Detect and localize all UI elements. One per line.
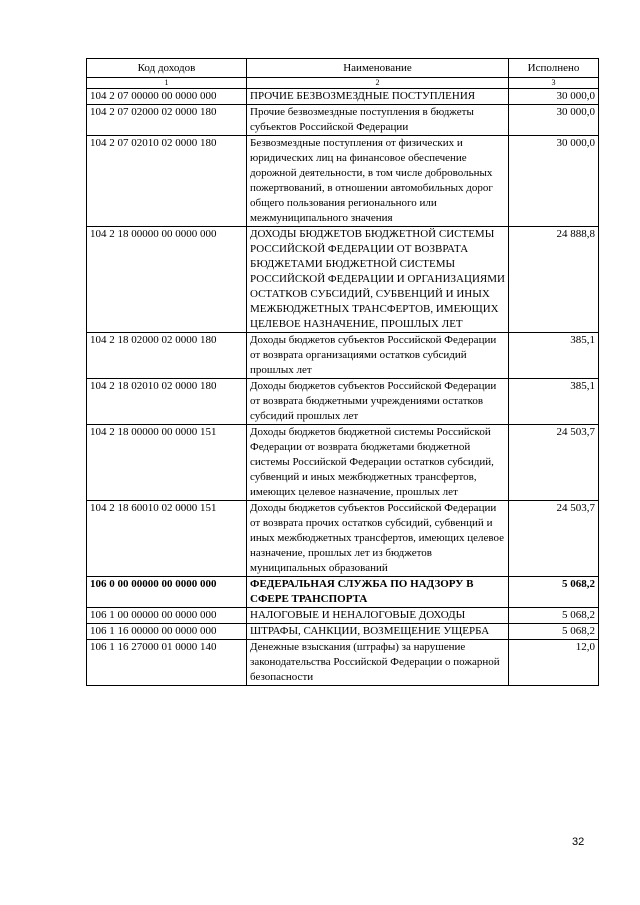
page-number: 32	[572, 836, 585, 848]
row-name: Безвозмездные поступления от физических и юридических лиц на финансовое обеспечение дорожной деятельности, в том числе добровольных пожертвований, в отношении автомобильных дорог общего пользования регионального или межмуниципального значения	[247, 136, 509, 227]
row-amount: 5 068,2	[509, 608, 599, 624]
row-name: НАЛОГОВЫЕ И НЕНАЛОГОВЫЕ ДОХОДЫ	[247, 608, 509, 624]
header-name: Наименование	[247, 59, 509, 78]
row-amount: 12,0	[509, 640, 599, 686]
table-row	[87, 501, 599, 577]
row-code: 106 0 00 00000 00 0000 000	[87, 577, 247, 608]
row-name: Доходы бюджетов субъектов Российской Федерации от возврата прочих остатков субсидий, субвенций и иных межбюджетных трансфертов, имеющих целевое назначение, прошлых лет из бюджетов муниципальных образований	[247, 501, 509, 577]
row-amount: 30 000,0	[509, 105, 599, 136]
row-name: ДОХОДЫ БЮДЖЕТОВ БЮДЖЕТНОЙ СИСТЕМЫ РОССИЙСКОЙ ФЕДЕРАЦИИ ОТ ВОЗВРАТА БЮДЖЕТАМИ БЮДЖЕТНОЙ СИСТЕМЫ РОССИЙСКОЙ ФЕДЕРАЦИИ И ОРГАНИЗАЦИЯМИ ОСТАТКОВ СУБСИДИЙ, СУБВЕНЦИЙ И ИНЫХ МЕЖБЮДЖЕТНЫХ ТРАНСФЕРТОВ, ИМЕЮЩИХ ЦЕЛЕВОЕ НАЗНАЧЕНИЕ, ПРОШЛЫХ ЛЕТ	[247, 227, 509, 333]
table-row	[87, 608, 599, 624]
table-row	[87, 624, 599, 640]
row-name: ФЕДЕРАЛЬНАЯ СЛУЖБА ПО НАДЗОРУ В СФЕРЕ ТРАНСПОРТА	[247, 577, 509, 608]
column-number-row	[87, 78, 599, 89]
table-row	[87, 136, 599, 227]
revenue-table	[86, 58, 599, 686]
column-number-3: 3	[509, 78, 599, 89]
row-amount: 385,1	[509, 379, 599, 425]
row-code: 104 2 07 02010 02 0000 180	[87, 136, 247, 227]
table-row	[87, 425, 599, 501]
row-name: Прочие безвозмездные поступления в бюджеты субъектов Российской Федерации	[247, 105, 509, 136]
table-row	[87, 227, 599, 333]
column-number-1: 1	[87, 78, 247, 89]
table-row	[87, 105, 599, 136]
row-code: 106 1 00 00000 00 0000 000	[87, 608, 247, 624]
header-code: Код доходов	[87, 59, 247, 78]
row-amount: 24 503,7	[509, 501, 599, 577]
row-amount: 30 000,0	[509, 89, 599, 105]
row-code: 104 2 18 00000 00 0000 151	[87, 425, 247, 501]
row-amount: 5 068,2	[509, 577, 599, 608]
table-body	[87, 89, 599, 686]
row-name: ПРОЧИЕ БЕЗВОЗМЕЗДНЫЕ ПОСТУПЛЕНИЯ	[247, 89, 509, 105]
row-amount: 30 000,0	[509, 136, 599, 227]
table-row	[87, 379, 599, 425]
row-code: 104 2 18 00000 00 0000 000	[87, 227, 247, 333]
row-name: Денежные взыскания (штрафы) за нарушение законодательства Российской Федерации о пожарной безопасности	[247, 640, 509, 686]
row-code: 104 2 07 00000 00 0000 000	[87, 89, 247, 105]
table-row	[87, 333, 599, 379]
table-row	[87, 640, 599, 686]
header-amount: Исполнено	[509, 59, 599, 78]
row-code: 104 2 07 02000 02 0000 180	[87, 105, 247, 136]
table-row	[87, 89, 599, 105]
row-name: ШТРАФЫ, САНКЦИИ, ВОЗМЕЩЕНИЕ УЩЕРБА	[247, 624, 509, 640]
table-row	[87, 577, 599, 608]
row-code: 104 2 18 02000 02 0000 180	[87, 333, 247, 379]
header-row	[87, 59, 599, 78]
row-code: 106 1 16 27000 01 0000 140	[87, 640, 247, 686]
column-number-2: 2	[247, 78, 509, 89]
row-name: Доходы бюджетов бюджетной системы Российской Федерации от возврата бюджетами бюджетной системы Российской Федерации остатков субсидий, субвенций и иных межбюджетных трансфертов, имеющих целевое назначение, прошлых лет	[247, 425, 509, 501]
row-amount: 5 068,2	[509, 624, 599, 640]
row-code: 106 1 16 00000 00 0000 000	[87, 624, 247, 640]
row-amount: 24 888,8	[509, 227, 599, 333]
row-code: 104 2 18 02010 02 0000 180	[87, 379, 247, 425]
row-name: Доходы бюджетов субъектов Российской Федерации от возврата бюджетными учреждениями остатков субсидий прошлых лет	[247, 379, 509, 425]
row-code: 104 2 18 60010 02 0000 151	[87, 501, 247, 577]
row-amount: 385,1	[509, 333, 599, 379]
row-name: Доходы бюджетов субъектов Российской Федерации от возврата организациями остатков субсидий прошлых лет	[247, 333, 509, 379]
row-amount: 24 503,7	[509, 425, 599, 501]
